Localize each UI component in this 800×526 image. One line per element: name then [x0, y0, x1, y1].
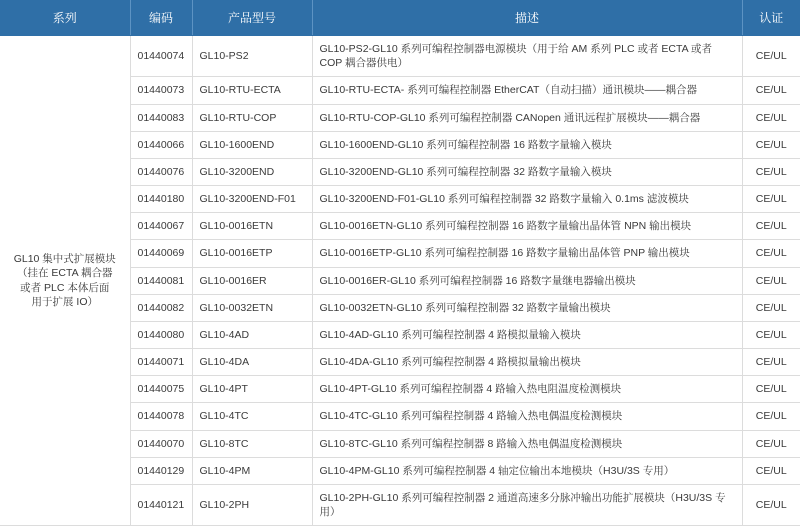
certification-cell: CE/UL	[742, 131, 800, 158]
certification-cell: CE/UL	[742, 213, 800, 240]
model-cell: GL10-8TC	[192, 430, 312, 457]
series-subtitle-sub3: 用于扩展 IO）	[31, 295, 98, 308]
certification-cell: CE/UL	[742, 294, 800, 321]
code-cell: 01440067	[130, 213, 192, 240]
model-cell: GL10-PS2	[192, 36, 312, 77]
code-cell: 01440121	[130, 484, 192, 525]
model-cell: GL10-3200END	[192, 158, 312, 185]
description-cell: GL10-PS2-GL10 系列可编程控制器电源模块（用于给 AM 系列 PLC 或者 ECTA 或者 COP 耦合器供电）	[312, 36, 742, 77]
certification-cell: CE/UL	[742, 186, 800, 213]
model-cell: GL10-0016ETP	[192, 240, 312, 267]
code-cell: 01440076	[130, 158, 192, 185]
model-cell: GL10-4AD	[192, 321, 312, 348]
model-cell: GL10-3200END-F01	[192, 186, 312, 213]
model-cell: GL10-4DA	[192, 349, 312, 376]
model-cell: GL10-0016ETN	[192, 213, 312, 240]
certification-cell: CE/UL	[742, 240, 800, 267]
model-cell: GL10-1600END	[192, 131, 312, 158]
description-cell: GL10-3200END-F01-GL10 系列可编程控制器 32 路数字量输入 0.1ms 滤波模块	[312, 186, 742, 213]
code-cell: 01440066	[130, 131, 192, 158]
description-cell: GL10-3200END-GL10 系列可编程控制器 32 路数字量输入模块	[312, 158, 742, 185]
table-header	[0, 0, 800, 36]
series-cell	[0, 36, 130, 526]
description-cell: GL10-4AD-GL10 系列可编程控制器 4 路模拟量输入模块	[312, 321, 742, 348]
description-cell: GL10-0032ETN-GL10 系列可编程控制器 32 路数字量输出模块	[312, 294, 742, 321]
series-title: GL10 集中式扩展模块	[13, 253, 116, 266]
code-cell: 01440074	[130, 36, 192, 77]
certification-cell: CE/UL	[742, 457, 800, 484]
code-cell: 01440081	[130, 267, 192, 294]
code-cell: 01440071	[130, 349, 192, 376]
code-cell: 01440080	[130, 321, 192, 348]
table-body	[0, 36, 800, 526]
description-cell: GL10-RTU-COP-GL10 系列可编程控制器 CANopen 通讯远程扩展模块——耦合器	[312, 104, 742, 131]
description-cell: GL10-8TC-GL10 系列可编程控制器 8 路输入热电偶温度检测模块	[312, 430, 742, 457]
model-cell: GL10-RTU-ECTA	[192, 77, 312, 104]
code-cell: 01440082	[130, 294, 192, 321]
column-header-code: 编码	[130, 0, 192, 36]
description-cell: GL10-1600END-GL10 系列可编程控制器 16 路数字量输入模块	[312, 131, 742, 158]
model-cell: GL10-RTU-COP	[192, 104, 312, 131]
column-header-description: 描述	[312, 0, 742, 36]
model-cell: GL10-4PT	[192, 376, 312, 403]
code-cell: 01440069	[130, 240, 192, 267]
certification-cell: CE/UL	[742, 158, 800, 185]
description-cell: GL10-RTU-ECTA- 系列可编程控制器 EtherCAT（自动扫描）通讯模块——耦合器	[312, 77, 742, 104]
table-row	[0, 36, 800, 77]
model-cell: GL10-0016ER	[192, 267, 312, 294]
certification-cell: CE/UL	[742, 36, 800, 77]
column-header-certification: 认证	[742, 0, 800, 36]
code-cell: 01440075	[130, 376, 192, 403]
certification-cell: CE/UL	[742, 376, 800, 403]
code-cell: 01440129	[130, 457, 192, 484]
certification-cell: CE/UL	[742, 321, 800, 348]
code-cell: 01440180	[130, 186, 192, 213]
model-cell: GL10-2PH	[192, 484, 312, 525]
model-cell: GL10-0032ETN	[192, 294, 312, 321]
series-subtitle-sub1: （挂在 ECTA 耦合器	[17, 267, 113, 280]
description-cell: GL10-4DA-GL10 系列可编程控制器 4 路模拟量输出模块	[312, 349, 742, 376]
certification-cell: CE/UL	[742, 267, 800, 294]
description-cell: GL10-4PT-GL10 系列可编程控制器 4 路输入热电阻温度检测模块	[312, 376, 742, 403]
series-subtitle-sub2: 或者 PLC 本体后面	[20, 281, 110, 294]
description-cell: GL10-4PM-GL10 系列可编程控制器 4 轴定位输出本地模块（H3U/3S 专用）	[312, 457, 742, 484]
code-cell: 01440070	[130, 430, 192, 457]
code-cell: 01440073	[130, 77, 192, 104]
certification-cell: CE/UL	[742, 104, 800, 131]
certification-cell: CE/UL	[742, 430, 800, 457]
code-cell: 01440083	[130, 104, 192, 131]
code-cell: 01440078	[130, 403, 192, 430]
description-cell: GL10-2PH-GL10 系列可编程控制器 2 通道高速多分脉冲输出功能扩展模块（H3U/3S 专用）	[312, 484, 742, 525]
model-cell: GL10-4PM	[192, 457, 312, 484]
certification-cell: CE/UL	[742, 349, 800, 376]
description-cell: GL10-0016ETN-GL10 系列可编程控制器 16 路数字量输出晶体管 NPN 输出模块	[312, 213, 742, 240]
certification-cell: CE/UL	[742, 484, 800, 525]
header-row	[0, 0, 800, 36]
description-cell: GL10-0016ETP-GL10 系列可编程控制器 16 路数字量输出晶体管 PNP 输出模块	[312, 240, 742, 267]
column-header-model: 产品型号	[192, 0, 312, 36]
column-header-series: 系列	[0, 0, 130, 36]
certification-cell: CE/UL	[742, 77, 800, 104]
description-cell: GL10-4TC-GL10 系列可编程控制器 4 路输入热电偶温度检测模块	[312, 403, 742, 430]
model-cell: GL10-4TC	[192, 403, 312, 430]
description-cell: GL10-0016ER-GL10 系列可编程控制器 16 路数字量继电器输出模块	[312, 267, 742, 294]
certification-cell: CE/UL	[742, 403, 800, 430]
